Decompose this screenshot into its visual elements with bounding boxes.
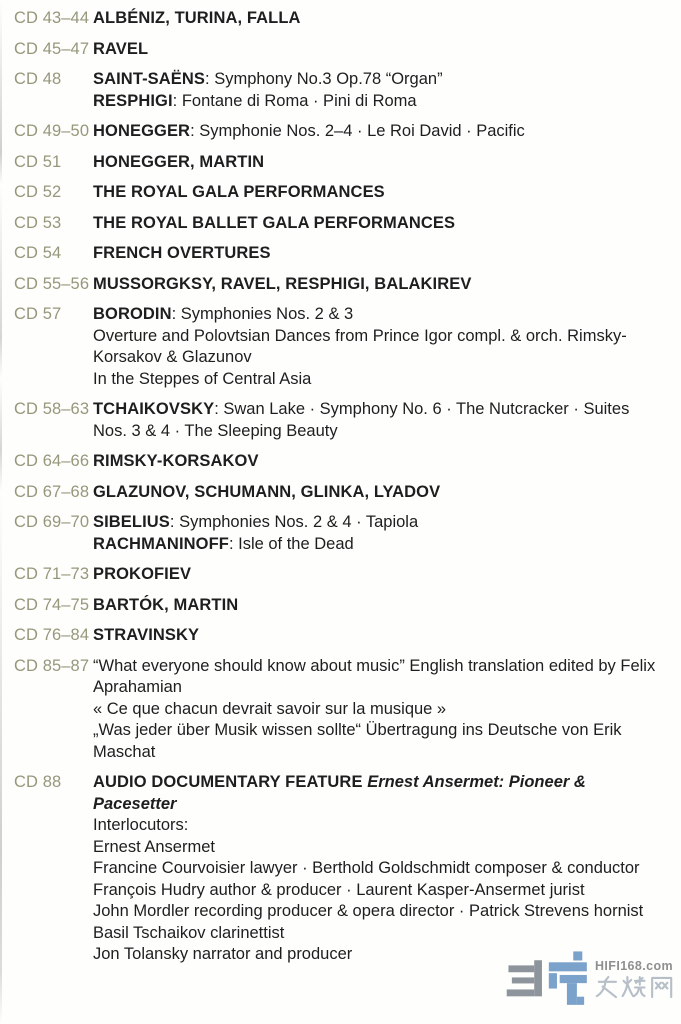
entry-text-segment: FRENCH OVERTURES bbox=[93, 244, 271, 262]
cd-entry bbox=[14, 243, 681, 265]
entry-line bbox=[93, 326, 663, 369]
cd-number-label: CD 88 bbox=[14, 773, 62, 791]
entry-line bbox=[93, 534, 663, 556]
entry-line bbox=[93, 699, 663, 721]
cd-entry bbox=[14, 152, 681, 174]
entry-text-segment: AUDIO DOCUMENTARY FEATURE bbox=[93, 773, 368, 791]
cd-number-label: CD 52 bbox=[14, 183, 62, 201]
entry-text-segment: Interlocutors: bbox=[93, 816, 189, 834]
entry-text-segment: Ernest Ansermet: Pioneer & Pacesetter bbox=[93, 773, 586, 813]
cd-number-label: CD 69–70 bbox=[14, 513, 90, 531]
entry-text-segment: Basil Tschaikov clarinettist bbox=[93, 923, 285, 942]
entry-line bbox=[93, 8, 663, 30]
cd-entry bbox=[14, 451, 681, 473]
cd-number-label: CD 57 bbox=[14, 305, 62, 323]
cd-entry-content bbox=[93, 304, 663, 390]
cd-number-label: CD 54 bbox=[14, 244, 62, 262]
cd-entry bbox=[14, 595, 681, 617]
cd-entry-content bbox=[93, 121, 663, 143]
entry-line bbox=[93, 858, 663, 880]
cd-entry-content bbox=[93, 772, 663, 966]
entry-text-segment: THE ROYAL BALLET GALA PERFORMANCES bbox=[93, 213, 456, 232]
entry-line bbox=[93, 512, 663, 534]
entry-line bbox=[93, 91, 663, 113]
entry-text-segment: « Ce que chacun devrait savoir sur la musique » bbox=[93, 699, 447, 718]
cd-entry bbox=[14, 304, 681, 390]
entry-text-segment: SAINT-SAËNS bbox=[93, 70, 206, 88]
cd-entry bbox=[14, 274, 681, 296]
cd-entry-content bbox=[93, 512, 663, 555]
entry-text-segment: “What everyone should know about music” English translation edited by Felix Aprahamian bbox=[93, 656, 656, 696]
cd-entry-content bbox=[93, 213, 663, 235]
cd-entry bbox=[14, 625, 681, 647]
cd-entry-content bbox=[93, 656, 663, 764]
cd-entry bbox=[14, 772, 681, 966]
entry-line bbox=[93, 243, 663, 265]
cd-number-label: CD 49–50 bbox=[14, 122, 90, 140]
cd-entry bbox=[14, 512, 681, 555]
entry-text-segment: RAVEL bbox=[93, 39, 149, 58]
cd-entry-content bbox=[93, 564, 663, 586]
entry-text-segment: RESPHIGI bbox=[93, 91, 173, 110]
entry-text-segment: Jon Tolansky narrator and producer bbox=[93, 945, 353, 963]
cd-entry-content bbox=[93, 8, 663, 30]
entry-text-segment: GLAZUNOV, SCHUMANN, GLINKA, LYADOV bbox=[93, 482, 441, 501]
entry-line bbox=[93, 369, 663, 391]
cd-entry bbox=[14, 69, 681, 112]
cd-entry bbox=[14, 8, 681, 30]
entry-text-segment: : Symphony No.3 Op.78 “Organ” bbox=[205, 70, 443, 88]
cd-entry bbox=[14, 213, 681, 235]
cd-number-label: CD 64–66 bbox=[14, 452, 90, 470]
entry-line bbox=[93, 880, 663, 902]
entry-line bbox=[93, 901, 663, 923]
entry-line bbox=[93, 274, 663, 296]
entry-line bbox=[93, 399, 663, 442]
cd-number-label: CD 51 bbox=[14, 152, 62, 171]
entry-text-segment: Francine Courvoisier lawyer · Berthold Goldschmidt composer & conductor bbox=[93, 859, 640, 877]
cd-entry-content bbox=[93, 182, 663, 204]
entry-line bbox=[93, 815, 663, 837]
entry-text-segment: BARTÓK, MARTIN bbox=[93, 595, 239, 614]
watermark-url: HIFI168.com bbox=[595, 959, 674, 973]
entry-text-segment: TCHAIKOVSKY bbox=[93, 400, 215, 418]
cd-number-label: CD 53 bbox=[14, 213, 62, 232]
entry-line bbox=[93, 69, 663, 91]
cd-entry-content bbox=[93, 595, 663, 617]
entry-text-segment: : Fontane di Roma · Pini di Roma bbox=[172, 91, 417, 110]
cd-number-label: CD 67–68 bbox=[14, 482, 90, 501]
cd-entry bbox=[14, 121, 681, 143]
entry-text-segment: BORODIN bbox=[93, 305, 172, 323]
entry-text-segment: Overture and Polovtsian Dances from Prince Igor compl. & orch. Rimsky-Korsakov & Glazunov bbox=[93, 326, 627, 366]
entry-line bbox=[93, 772, 663, 815]
entry-line bbox=[93, 39, 663, 61]
entry-line bbox=[93, 152, 663, 174]
cd-entry-content bbox=[93, 69, 663, 112]
brand-logo-gray-glyph-icon bbox=[505, 957, 545, 1003]
entry-text-segment: PROKOFIEV bbox=[93, 565, 192, 583]
cd-entry bbox=[14, 39, 681, 61]
entry-text-segment: François Hudry author & producer · Laurent Kasper-Ansermet jurist bbox=[93, 880, 585, 899]
entry-text-segment: Ernest Ansermet bbox=[93, 837, 215, 856]
entry-line bbox=[93, 121, 663, 143]
cd-number-label: CD 43–44 bbox=[14, 9, 90, 27]
cd-number-label: CD 45–47 bbox=[14, 39, 90, 58]
watermark bbox=[505, 948, 675, 1014]
entry-text-segment: ALBÉNIZ, TURINA, FALLA bbox=[93, 9, 301, 27]
entry-text-segment: : Symphonie Nos. 2–4 · Le Roi David · Pacific bbox=[190, 122, 525, 140]
cd-number-label: CD 58–63 bbox=[14, 400, 90, 418]
cd-entry bbox=[14, 399, 681, 442]
entry-line bbox=[93, 564, 663, 586]
cd-number-label: CD 55–56 bbox=[14, 274, 90, 293]
cd-number-label: CD 85–87 bbox=[14, 656, 90, 675]
watermark-site-name-glyphs-icon bbox=[595, 974, 675, 1001]
cd-entry bbox=[14, 656, 681, 764]
entry-line bbox=[93, 656, 663, 699]
entry-line bbox=[93, 182, 663, 204]
entry-text-segment: „Was jeder über Musik wissen sollte“ Übertragung ins Deutsche von Erik Maschat bbox=[93, 721, 622, 761]
entry-text-segment: HONEGGER, MARTIN bbox=[93, 152, 265, 171]
entry-text-segment: : Swan Lake · Symphony No. 6 · The Nutcracker · Suites Nos. 3 & 4 · The Sleeping Beauty bbox=[93, 400, 630, 440]
cd-entry-content bbox=[93, 152, 663, 174]
cd-number-label: CD 74–75 bbox=[14, 595, 90, 614]
entry-text-segment: : Isle of the Dead bbox=[228, 534, 354, 553]
entry-line bbox=[93, 837, 663, 859]
brand-logo-blue-glyph-icon bbox=[547, 951, 590, 1008]
cd-number-label: CD 71–73 bbox=[14, 565, 90, 583]
watermark-text-column bbox=[595, 959, 675, 1001]
entry-line bbox=[93, 304, 663, 326]
entry-text-segment: In the Steppes of Central Asia bbox=[93, 369, 312, 388]
entry-line bbox=[93, 451, 663, 473]
cd-entry-content bbox=[93, 399, 663, 442]
entry-text-segment: THE ROYAL GALA PERFORMANCES bbox=[93, 183, 385, 201]
cd-entry-content bbox=[93, 482, 663, 504]
entry-text-segment: MUSSORGKSY, RAVEL, RESPHIGI, BALAKIREV bbox=[93, 274, 472, 293]
cd-number-label: CD 76–84 bbox=[14, 626, 90, 644]
entry-line bbox=[93, 482, 663, 504]
cd-entry-content bbox=[93, 274, 663, 296]
cd-entry-content bbox=[93, 243, 663, 265]
entry-text-segment: STRAVINSKY bbox=[93, 626, 200, 644]
cd-entry bbox=[14, 564, 681, 586]
entry-line bbox=[93, 923, 663, 945]
entry-line bbox=[93, 213, 663, 235]
cd-entry bbox=[14, 182, 681, 204]
entry-text-segment: RACHMANINOFF bbox=[93, 534, 229, 553]
cd-entry bbox=[14, 482, 681, 504]
entry-line bbox=[93, 625, 663, 647]
cd-entry-content bbox=[93, 451, 663, 473]
cd-number-label: CD 48 bbox=[14, 70, 62, 88]
entry-text-segment: John Mordler recording producer & opera director · Patrick Strevens hornist bbox=[93, 902, 644, 920]
entry-text-segment: HONEGGER bbox=[93, 122, 191, 140]
entry-line bbox=[93, 595, 663, 617]
entry-text-segment: RIMSKY-KORSAKOV bbox=[93, 452, 259, 470]
entry-text-segment: SIBELIUS bbox=[93, 513, 170, 531]
cd-entry-content bbox=[93, 39, 663, 61]
entry-text-segment: : Symphonies Nos. 2 & 3 bbox=[171, 305, 354, 323]
entry-text-segment: : Symphonies Nos. 2 & 4 · Tapiola bbox=[169, 513, 419, 531]
cd-entry-content bbox=[93, 625, 663, 647]
entry-line bbox=[93, 720, 663, 763]
